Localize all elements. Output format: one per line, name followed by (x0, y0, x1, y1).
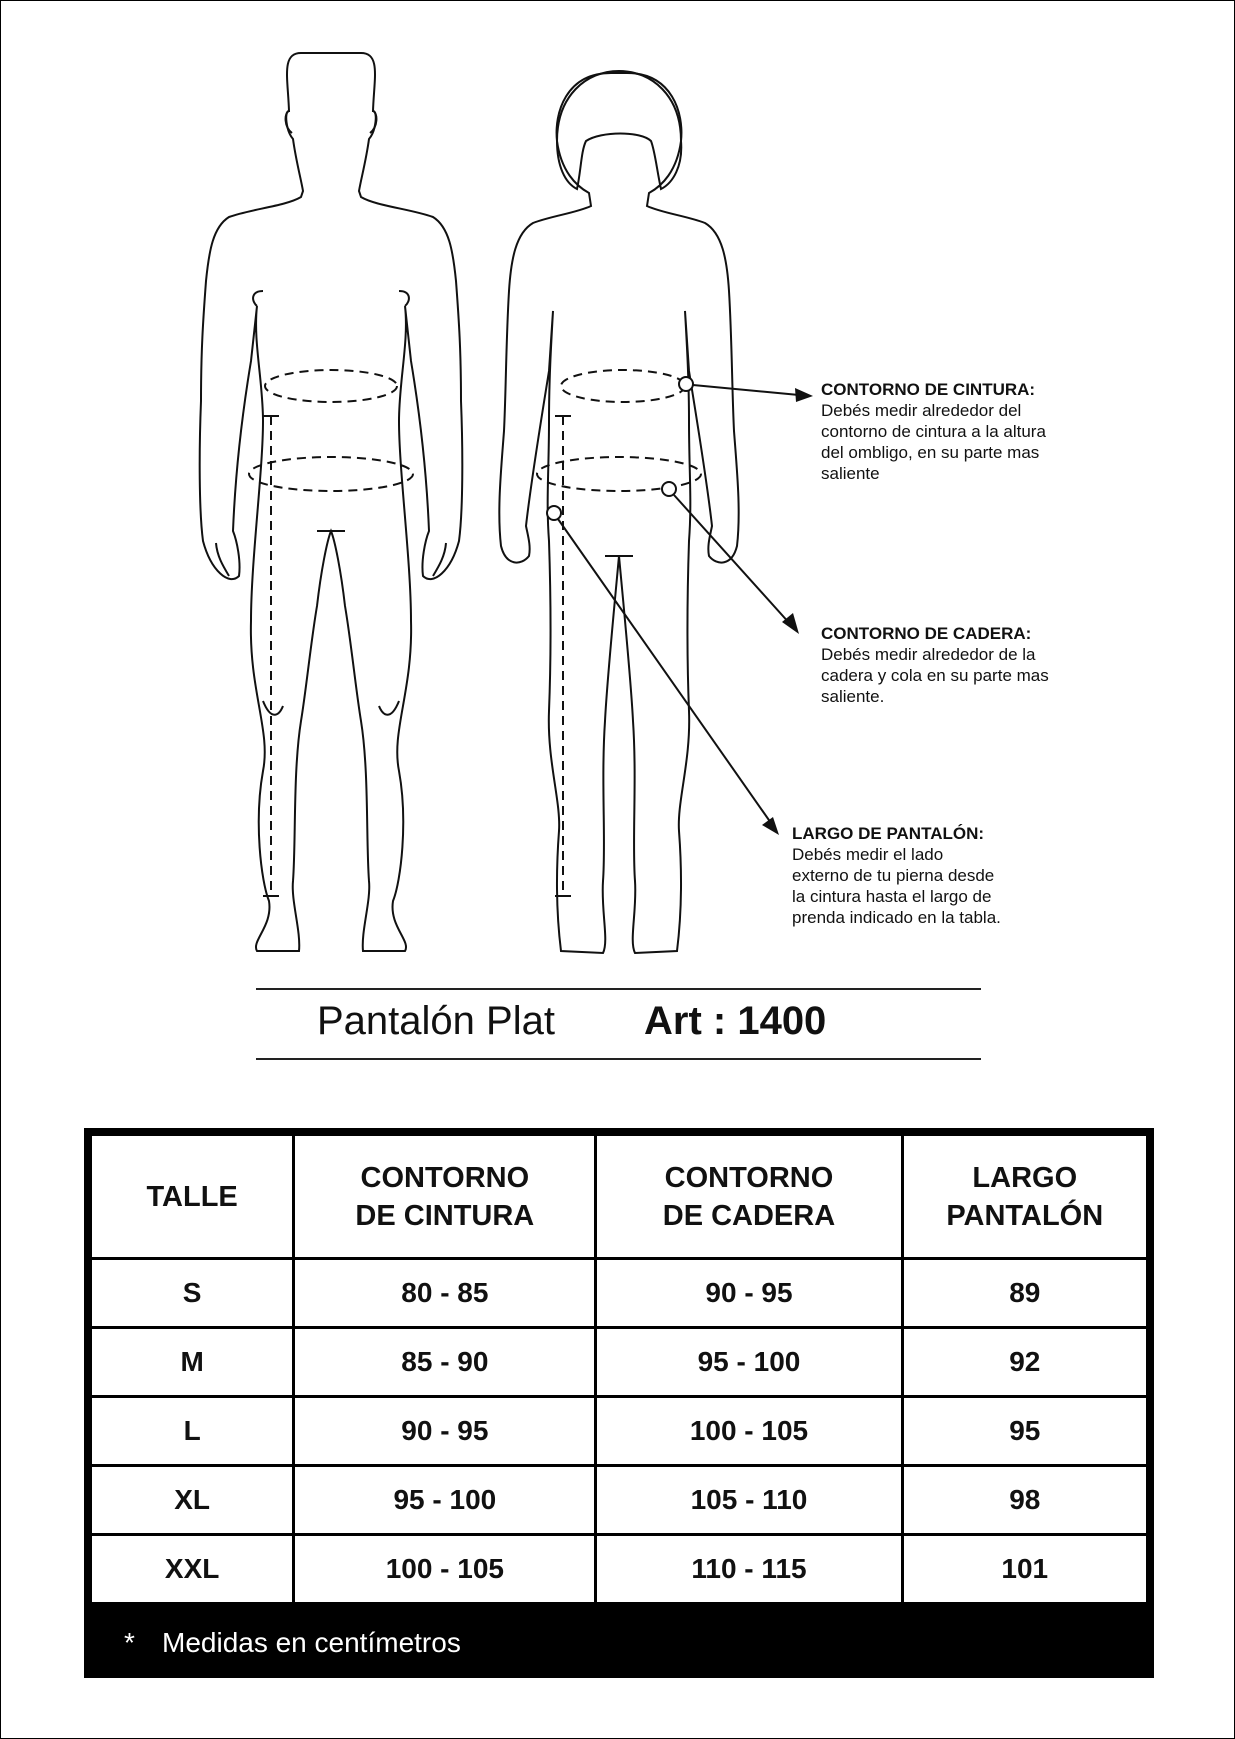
header-cadera (596, 1135, 902, 1259)
table-footnote (84, 1608, 1154, 1678)
hip-callout-title: CONTORNO DE CADERA: (821, 624, 1032, 643)
header-largo (902, 1135, 1147, 1259)
body-figures-illustration (1, 1, 1235, 981)
cell-waist: 80 - 85 (294, 1259, 596, 1328)
cell-size: XL (91, 1466, 294, 1535)
cell-waist: 100 - 105 (294, 1535, 596, 1604)
cell-length: 95 (902, 1397, 1147, 1466)
footnote-text: Medidas en centímetros (162, 1627, 461, 1658)
header-talle (91, 1135, 294, 1259)
cell-waist: 90 - 95 (294, 1397, 596, 1466)
cell-hip: 90 - 95 (596, 1259, 902, 1328)
size-table-frame (84, 1128, 1154, 1678)
title-bottom-rule (256, 1058, 981, 1060)
table-row (91, 1259, 1148, 1328)
cell-hip: 100 - 105 (596, 1397, 902, 1466)
cell-size: L (91, 1397, 294, 1466)
cell-length: 101 (902, 1535, 1147, 1604)
size-table (89, 1133, 1149, 1605)
cell-size: S (91, 1259, 294, 1328)
hip-callout (821, 623, 1049, 707)
cell-size: M (91, 1328, 294, 1397)
measurement-guides (249, 370, 701, 896)
waist-callout-text: Debés medir alrededor del contorno de cintura a la altura del ombligo, en su parte mas saliente (821, 401, 1046, 483)
cell-length: 89 (902, 1259, 1147, 1328)
table-row (91, 1397, 1148, 1466)
cell-hip: 105 - 110 (596, 1466, 902, 1535)
waist-callout-title: CONTORNO DE CINTURA: (821, 380, 1036, 399)
footnote-asterisk: * (124, 1627, 135, 1658)
length-callout-title: LARGO DE PANTALÓN: (792, 824, 985, 843)
table-header-row (91, 1135, 1148, 1259)
table-row (91, 1535, 1148, 1604)
header-label: CONTORNO (360, 1161, 530, 1194)
male-figure-icon (200, 53, 463, 951)
length-callout-text: Debés medir el lado externo de tu pierna desde la cintura hasta el largo de prenda indicado en la tabla. (792, 845, 1001, 927)
cell-hip: 95 - 100 (596, 1328, 902, 1397)
cell-length: 92 (902, 1328, 1147, 1397)
product-article: Art : 1400 (644, 999, 827, 1043)
header-label: DE CINTURA (355, 1199, 535, 1232)
header-label: DE CADERA (662, 1199, 836, 1232)
female-figure-icon (499, 71, 738, 953)
product-name: Pantalón Plat (317, 999, 555, 1043)
cell-waist: 95 - 100 (294, 1466, 596, 1535)
cell-length: 98 (902, 1466, 1147, 1535)
hip-callout-text: Debés medir alrededor de la cadera y cola en su parte mas saliente. (821, 645, 1049, 706)
cell-size: XXL (91, 1535, 294, 1604)
header-label: TALLE (146, 1180, 238, 1213)
table-row (91, 1466, 1148, 1535)
cell-hip: 110 - 115 (596, 1535, 902, 1604)
header-cintura (294, 1135, 596, 1259)
cell-waist: 85 - 90 (294, 1328, 596, 1397)
waist-callout (821, 379, 1046, 484)
title-top-rule (256, 988, 981, 990)
length-callout (792, 823, 1001, 928)
header-label: PANTALÓN (946, 1199, 1104, 1232)
table-row (91, 1328, 1148, 1397)
header-label: LARGO (972, 1161, 1078, 1194)
header-label: CONTORNO (664, 1161, 834, 1194)
